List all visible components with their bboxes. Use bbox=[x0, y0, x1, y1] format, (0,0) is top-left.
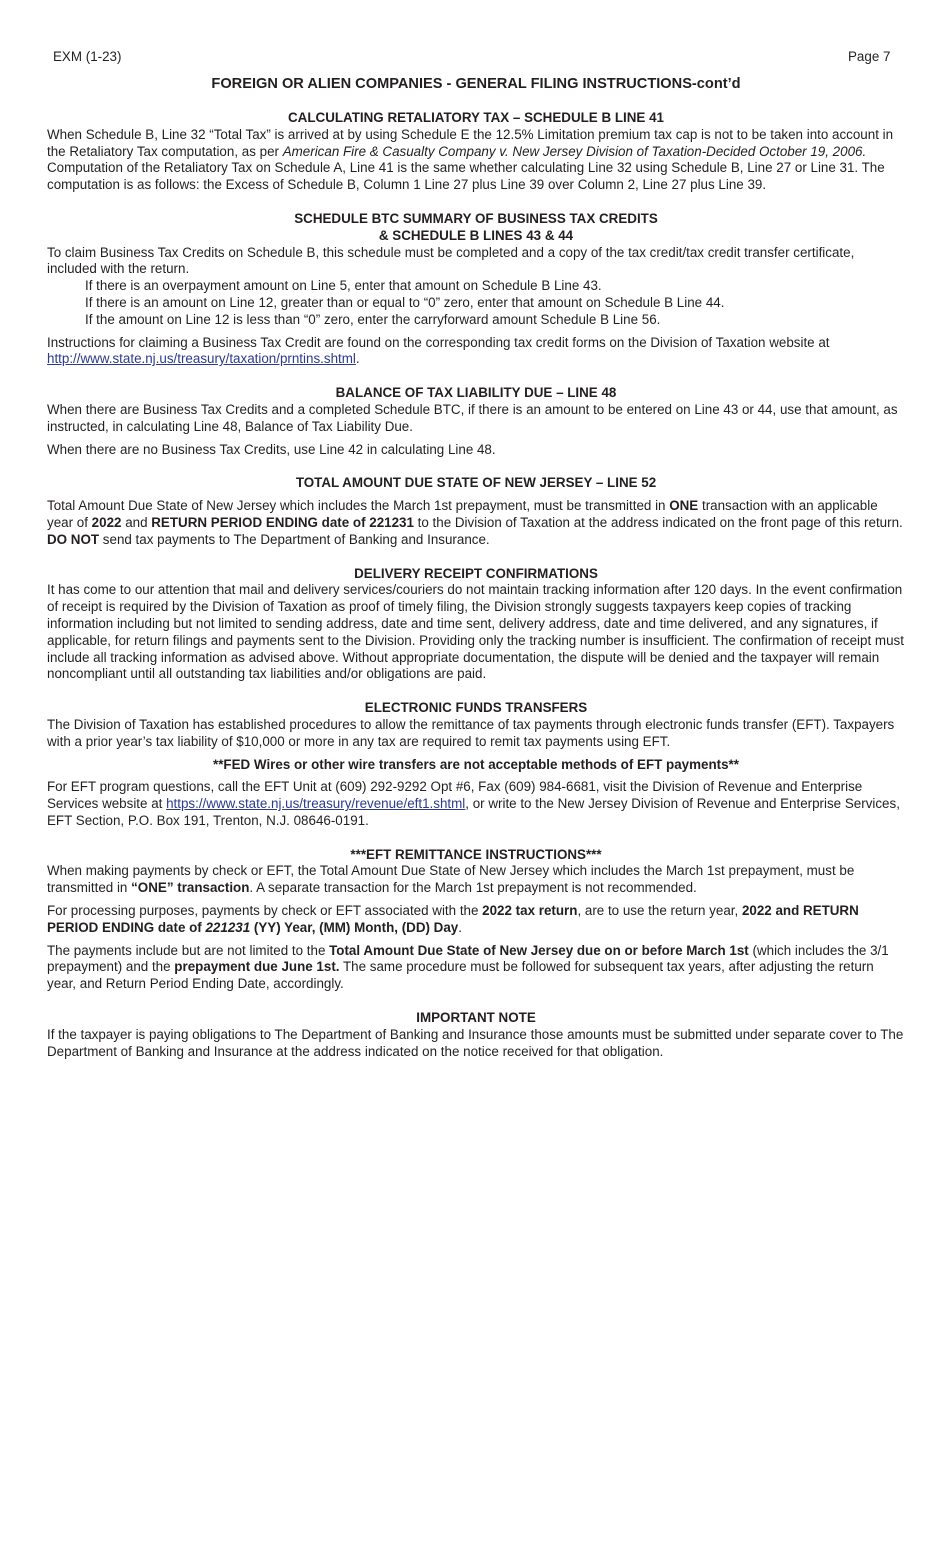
section-balance bbox=[47, 385, 905, 458]
section-heading: CALCULATING RETALIATORY TAX – SCHEDULE B LINE 41 bbox=[288, 110, 664, 125]
section-eft bbox=[47, 700, 905, 830]
paragraph: The payments include but are not limited to the Total Amount Due State of New Jersey due on or before March 1st (which includes the 3/1 prepayment) and the prepayment due June 1st. The same procedure must be followed for subsequent tax years, after adjusting the return year, and Return Period Ending Date, accordingly. bbox=[47, 942, 889, 992]
paragraph: For processing purposes, payments by check or EFT associated with the 2022 tax return, are to use the return year, 2022 and RETURN PERIOD ENDING date of 221231 (YY) Year, (MM) Month, (DD) Day. bbox=[47, 903, 859, 935]
document-body bbox=[47, 75, 905, 1077]
form-id: EXM (1-23) bbox=[53, 49, 122, 64]
page-title: FOREIGN OR ALIEN COMPANIES - GENERAL FILING INSTRUCTIONS-cont’d bbox=[211, 76, 741, 92]
list-item: If there is an overpayment amount on Line 5, enter that amount on Schedule B Line 43. bbox=[85, 278, 602, 294]
eft-website-link[interactable]: https://www.state.nj.us/treasury/revenue/eft1.shtml bbox=[166, 796, 466, 812]
paragraph: To claim Business Tax Credits on Schedule B, this schedule must be completed and a copy of the tax credit/tax credit transfer certificate, included with the return. bbox=[47, 244, 855, 277]
eft-notice: **FED Wires or other wire transfers are not acceptable methods of EFT payments** bbox=[213, 756, 739, 772]
section-eft-remittance bbox=[47, 847, 905, 993]
paragraph: When there are no Business Tax Credits, use Line 42 in calculating Line 48. bbox=[47, 441, 496, 457]
section-btc bbox=[47, 211, 905, 368]
section-delivery bbox=[47, 566, 905, 684]
paragraph: When there are Business Tax Credits and a completed Schedule BTC, if there is an amount to be entered on Line 43 or 44, use that amount, as instructed, in calculating Line 48, Balance of Tax Liability Due. bbox=[47, 401, 898, 434]
paragraph: The Division of Taxation has established procedures to allow the remittance of tax payments through electronic funds transfer (EFT). Taxpayers with a prior year’s tax liability of $10,000 or more in any tax are required to remit tax payments using EFT. bbox=[47, 716, 895, 749]
page-number: Page 7 bbox=[848, 49, 891, 64]
section-heading: ***EFT REMITTANCE INSTRUCTIONS*** bbox=[350, 846, 602, 862]
paragraph: For EFT program questions, call the EFT Unit at (609) 292-9292 Opt #6, Fax (609) 984-6681, visit the Division of Revenue and Enterprise Services website at https://www.state.nj.us/treasury/revenue/eft1.shtml, or write to the New Jersey Division of Revenue and Enterprise Services, EFT Section, P.O. Box 191, Trenton, N.J. 08646-0191. bbox=[47, 779, 900, 828]
section-heading: DELIVERY RECEIPT CONFIRMATIONS bbox=[354, 565, 598, 581]
section-heading: ELECTRONIC FUNDS TRANSFERS bbox=[364, 700, 588, 716]
paragraph: If the taxpayer is paying obligations to The Department of Banking and Insurance those amounts must be submitted under separate cover to The Department of Banking and Insurance at the address indicated on the notice received for that obligation. bbox=[47, 1026, 904, 1059]
paragraph: Total Amount Due State of New Jersey which includes the March 1st prepayment, must be transmitted in ONE transaction with an applicable year of 2022 and RETURN PERIOD ENDING date of 221231 to the Division of Taxation at the address indicated on the front page of this return. DO NOT send tax payments to The Department of Banking and Insurance. bbox=[47, 498, 903, 547]
paragraph: When making payments by check or EFT, the Total Amount Due State of New Jersey which includes the March 1st prepayment, must be transmitted in “ONE” transaction. A separate transaction for the March 1st prepayment is not recommended. bbox=[47, 863, 855, 896]
section-heading: SCHEDULE BTC SUMMARY OF BUSINESS TAX CREDITS bbox=[294, 210, 658, 226]
section-heading: IMPORTANT NOTE bbox=[416, 1010, 536, 1026]
section-important-note bbox=[47, 1010, 905, 1060]
section-total-due bbox=[47, 475, 905, 548]
section-retaliatory-tax bbox=[47, 110, 905, 194]
section-subheading: & SCHEDULE B LINES 43 & 44 bbox=[378, 227, 574, 243]
paragraph: Instructions for claiming a Business Tax Credit are found on the corresponding tax credit forms on the Division of Taxation website at http://www.state.nj.us/treasury/taxation/prntins.shtml. bbox=[47, 334, 830, 367]
taxation-forms-link[interactable]: http://www.state.nj.us/treasury/taxation/prntins.shtml bbox=[47, 351, 356, 367]
paragraph: It has come to our attention that mail and delivery services/couriers do not maintain tracking information after 120 days. In the event confirmation of receipt is required by the Division of Taxation as proof of timely filing, the Division strongly suggests taxpayers keep copies of tracking information including but not limited to sending address, date and time sent, delivery address, date and time delivered, and any signatures, if applicable, for return filings and payments sent to the Division. Providing only the tracking number is insufficient. The confirmation of receipt must include all tracking information as advised above. Without appropriate documentation, the dispute will be denied and the taxpayer will remain noncompliant until all outstanding tax liabilities and/or obligations are paid. bbox=[47, 582, 904, 682]
list-item: If there is an amount on Line 12, greater than or equal to “0” zero, enter that amount on Schedule B Line 44. bbox=[85, 294, 725, 310]
section-heading: TOTAL AMOUNT DUE STATE OF NEW JERSEY – LINE 52 bbox=[295, 475, 657, 491]
section-heading: BALANCE OF TAX LIABILITY DUE – LINE 48 bbox=[335, 385, 617, 401]
paragraph: When Schedule B, Line 32 “Total Tax” is arrived at by using Schedule E the 12.5% Limitation premium tax cap is not to be taken into account in the Retaliatory Tax computation, as per American Fire & Casualty Company v. New Jersey Division of Taxation-Decided October 19, 2006. Computation of the Retaliatory Tax on Schedule A, Line 41 is the same whether calculating Line 32 using Schedule B, Line 27 or Line 31. The computation is as follows: the Excess of Schedule B, Column 1 Line 27 plus Line 39 over Column 2, Line 27 plus Line 39. bbox=[47, 126, 894, 193]
list-item: If the amount on Line 12 is less than “0” zero, enter the carryforward amount Schedule B Line 56. bbox=[85, 311, 661, 327]
case-citation: American Fire & Casualty Company v. New Jersey Division of Taxation-Decided October 19, 2006. bbox=[282, 143, 867, 159]
